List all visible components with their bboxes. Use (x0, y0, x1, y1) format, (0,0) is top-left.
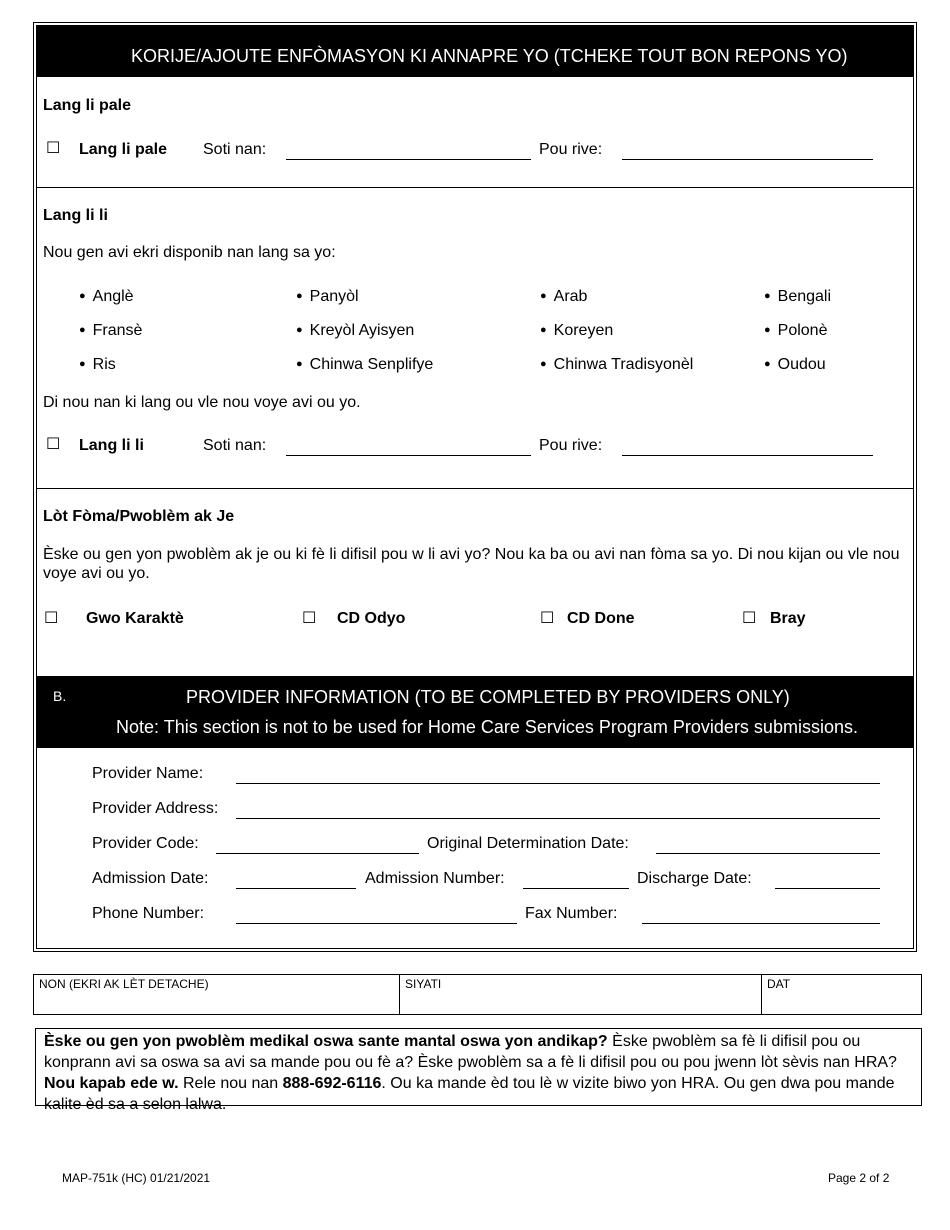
language-item: ● Panyòl (296, 288, 359, 306)
original-determination-date-field[interactable] (656, 853, 880, 854)
format-question: Èske ou gen yon pwoblèm ak je ou ki fè li difisil pou w li avi yo? Nou ka ba ou avi nan fòma sa yo. Di nou kijan ou vle nou voye avi ou yo. (43, 546, 900, 582)
language-item: ● Chinwa Tradisyonèl (540, 356, 693, 374)
spoken-from-field[interactable] (286, 159, 531, 160)
discharge-date-field[interactable] (775, 888, 880, 889)
audio-cd-checkbox[interactable]: ☐ (302, 610, 317, 627)
signature-label: SIYATI (405, 977, 442, 991)
printed-name-cell[interactable] (34, 975, 399, 1014)
divider (36, 488, 914, 489)
note-text: Èske pwoblèm sa fè li difisil pou ou konprann avi sa oswa sa avi sa mande pou ou fè a? Èske pwoblèm sa a fè li difisil pou ou pou jwenn lòt sèvis nan HRA? (44, 1033, 897, 1071)
section-a-title: KORIJE/AJOUTE ENFÒMASYON KI ANNAPRE YO (TCHEKE TOUT BON REPONS YO) (131, 46, 848, 66)
read-to-field[interactable] (622, 455, 873, 456)
discharge-date-label: Discharge Date: (637, 870, 752, 887)
section-b-title: PROVIDER INFORMATION (TO BE COMPLETED BY PROVIDERS ONLY) (186, 687, 790, 707)
note-phone-number: 888-692-6116 (282, 1075, 382, 1092)
provider-address-label: Provider Address: (92, 800, 219, 817)
signature-cell[interactable] (400, 975, 761, 1014)
read-language-instruction: Di nou nan ki lang ou vle nou voye avi ou yo. (43, 394, 361, 411)
admission-date-field[interactable] (236, 888, 356, 889)
admission-number-field[interactable] (523, 888, 629, 889)
read-to-label: Pou rive: (539, 437, 603, 454)
format-option-label: CD Odyo (337, 610, 406, 627)
note-bold-help: Nou kapab ede w. (44, 1075, 179, 1092)
language-item: ● Arab (540, 288, 587, 306)
spoken-language-checkbox[interactable]: ☐ (46, 140, 61, 157)
page-number: Page 2 of 2 (828, 1171, 890, 1185)
language-item: ● Kreyòl Ayisyen (296, 322, 414, 340)
provider-code-label: Provider Code: (92, 835, 199, 852)
original-determination-date-label: Original Determination Date: (427, 835, 629, 852)
section-b-letter: B. (53, 688, 67, 704)
divider (36, 187, 914, 188)
signature-box (33, 974, 922, 1015)
language-item: ● Fransè (79, 322, 142, 340)
format-option-label: CD Done (567, 610, 635, 627)
language-item: ● Koreyen (540, 322, 613, 340)
date-cell[interactable] (762, 975, 921, 1014)
braille-checkbox[interactable]: ☐ (742, 610, 757, 627)
phone-number-label: Phone Number: (92, 905, 205, 922)
language-item: ● Oudou (764, 356, 826, 374)
language-item: ● Bengali (764, 288, 831, 306)
format-title: Lòt Fòma/Pwoblèm ak Je (43, 508, 235, 525)
format-option-label: Bray (770, 610, 806, 627)
read-language-checkbox-label: Lang li li (79, 437, 144, 454)
spoken-language-title: Lang li pale (43, 97, 132, 114)
provider-name-field[interactable] (236, 783, 880, 784)
note-text: Rele nou nan (178, 1075, 283, 1092)
provider-code-field[interactable] (216, 853, 419, 854)
spoken-to-field[interactable] (622, 159, 873, 160)
note-text: . Ou ka mande èd tou lè w vizite biwo yon HRA. Ou gen dwa pou mande kalite èd sa a selon lalwa. (44, 1075, 895, 1113)
read-language-checkbox[interactable]: ☐ (46, 436, 61, 453)
disability-assistance-note (35, 1028, 922, 1113)
language-item: ● Ris (79, 356, 116, 374)
provider-address-field[interactable] (236, 818, 880, 819)
form-id: MAP-751k (HC) 01/21/2021 (62, 1171, 211, 1185)
read-from-label: Soti nan: (203, 437, 267, 454)
admission-date-label: Admission Date: (92, 870, 209, 887)
section-b-header (36, 676, 914, 748)
language-item: ● Polonè (764, 322, 827, 340)
read-language-intro: Nou gen avi ekri disponib nan lang sa yo: (43, 244, 336, 261)
phone-number-field[interactable] (236, 923, 517, 924)
admission-number-label: Admission Number: (365, 870, 505, 887)
language-item: ● Chinwa Senplifye (296, 356, 433, 374)
read-from-field[interactable] (286, 455, 531, 456)
fax-number-label: Fax Number: (525, 905, 618, 922)
section-b-note: Note: This section is not to be used for Home Care Services Program Providers submissions. (116, 717, 858, 737)
fax-number-field[interactable] (642, 923, 880, 924)
section-a-header (36, 26, 914, 77)
data-cd-checkbox[interactable]: ☐ (540, 610, 555, 627)
read-language-title: Lang li li (43, 207, 108, 224)
date-label: DAT (767, 977, 791, 991)
spoken-language-checkbox-label: Lang li pale (79, 141, 168, 158)
spoken-to-label: Pou rive: (539, 141, 603, 158)
provider-name-label: Provider Name: (92, 765, 204, 782)
format-option-label: Gwo Karaktè (86, 610, 184, 627)
note-bold-question: Èske ou gen yon pwoblèm medikal oswa sante mantal oswa yon andikap? (44, 1033, 608, 1050)
language-item: ● Anglè (79, 288, 134, 306)
spoken-from-label: Soti nan: (203, 141, 267, 158)
large-print-checkbox[interactable]: ☐ (44, 610, 59, 627)
printed-name-label: NON (EKRI AK LÈT DETACHE) (39, 977, 209, 991)
